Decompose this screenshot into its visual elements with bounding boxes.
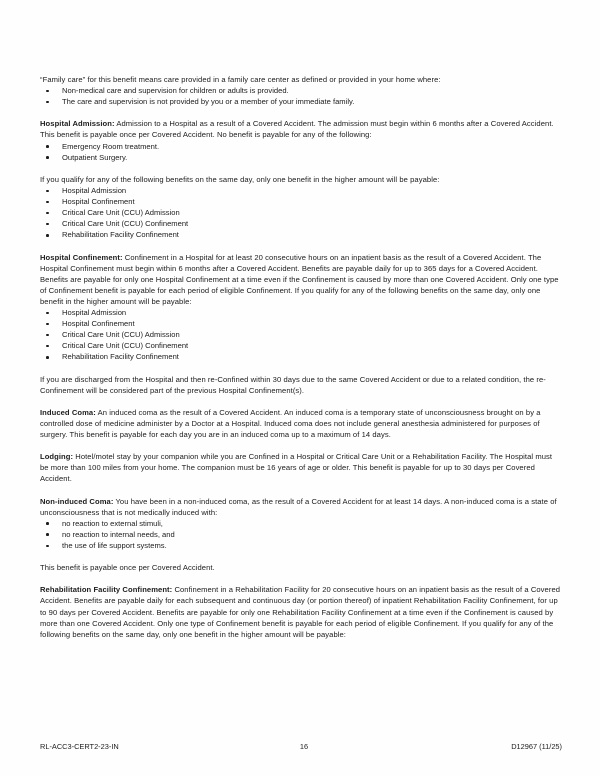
paragraph-induced-coma	[40, 407, 562, 440]
list-item-label: Hospital Confinement	[62, 319, 135, 329]
page-footer	[40, 742, 562, 751]
spacer	[40, 362, 562, 373]
paragraph-same-day-benefits-intro-1: If you qualify for any of the following benefits on the same day, only one benefit in the higher amount will be payable:	[40, 174, 440, 184]
list-item-label: the use of life support systems.	[62, 540, 167, 550]
bullet-dot-icon	[46, 312, 49, 315]
footer-page-number: 16	[299, 742, 309, 751]
bullet-dot-icon	[46, 156, 49, 159]
list-item-label: Critical Care Unit (CCU) Admission	[62, 330, 180, 340]
footer-doc-code: D12967 (11/25)	[511, 742, 562, 751]
spacer	[40, 163, 562, 174]
paragraph-induced-coma-text: An induced coma as the result of a Covered Accident. An induced coma is a temporary state of unconsciousness brought on by a controlled dose of medicine administer by a Doctor at a Hospital. Induced coma does not include general anesthesia administered for purposes of surgery. This benefit is payable for each day you are in an induced coma up to a maximum of 14 days.	[40, 407, 541, 439]
list-item	[40, 196, 562, 207]
list-item-label: Hospital Admission	[62, 185, 127, 195]
list-item-label: no reaction to internal needs, and	[62, 529, 175, 539]
document-body	[40, 74, 562, 640]
list-item-label: no reaction to external stimuli,	[62, 518, 163, 528]
paragraph-lodging	[40, 451, 562, 484]
paragraph-rehabilitation-facility-confinement-text: Confinement in a Rehabilitation Facility for 20 consecutive hours on an inpatient basis as the result of a Covered Accident. Benefits are payable daily for each subsequent and continuous day (or portion thereof) of inpatient Rehabilitation Facility Confinement, for up to 90 days per Covered Accident. Benefits are payable for only one Rehabilitation Facility Confinement at a time even if the Confinement is caused by more than one Covered Accident. Only one type of Confinement benefit is payable for each period of eligible Confinement. If you qualify for any of the following benefits on the same day, only one benefit in the higher amount will be payable:	[40, 585, 561, 639]
heading-hospital-admission: Hospital Admission:	[40, 119, 115, 129]
paragraph-hospital-confinement	[40, 252, 562, 307]
list-item-label: Outpatient Surgery.	[62, 152, 128, 162]
bullet-dot-icon	[46, 212, 49, 215]
paragraph-hospital-confinement-text: Confinement in a Hospital for at least 20 consecutive hours on an inpatient basis as the result of a Covered Accident. The Hospital Confinement must begin within 6 months after a Covered Accident. Benefits are payable daily for up to 365 days for a Covered Accident. Benefits are payable for only one Hospital Confinement at a time even if the Confinement is caused by more than one Covered Accident. Only one type of Confinement benefit is payable for each period of eligible Confinement. If you qualify for any of the following benefits on the same day, only one benefit in the higher amount will be payable:	[40, 252, 559, 306]
list-item	[40, 218, 562, 229]
spacer	[40, 551, 562, 562]
list-item	[40, 329, 562, 340]
list-item-label: Critical Care Unit (CCU) Admission	[62, 208, 180, 218]
bullet-dot-icon	[46, 223, 49, 226]
heading-induced-coma: Induced Coma:	[40, 407, 96, 417]
list-item	[40, 540, 562, 551]
bullet-dot-icon	[46, 345, 49, 348]
list-item-label: Emergency Room treatment.	[62, 141, 160, 151]
spacer	[40, 573, 562, 584]
bullet-dot-icon	[46, 190, 49, 193]
paragraph-hospital-admission-text: Admission to a Hospital as a result of a Covered Accident. The admission must begin within 6 months after a Covered Accident. This benefit is payable once per Covered Accident. No benefit is payable for any of the following:	[40, 119, 554, 140]
list-item-label: Hospital Confinement	[62, 197, 135, 207]
bullet-dot-icon	[46, 334, 49, 337]
heading-non-induced-coma: Non-induced Coma:	[40, 496, 114, 506]
paragraph-non-induced-coma-closing: This benefit is payable once per Covered Accident.	[40, 563, 215, 573]
spacer	[40, 107, 562, 118]
bullet-dot-icon	[46, 90, 49, 93]
list-same-day-benefits-1	[40, 185, 562, 240]
list-item	[40, 141, 562, 152]
list-item	[40, 185, 562, 196]
list-non-induced-coma-criteria	[40, 518, 562, 551]
list-same-day-benefits-2	[40, 307, 562, 362]
paragraph-rehabilitation-facility-confinement	[40, 584, 562, 639]
list-item	[40, 518, 562, 529]
heading-rehabilitation-facility-confinement: Rehabilitation Facility Confinement:	[40, 585, 173, 595]
list-item-label: The care and supervision is not provided by you or a member of your immediate family.	[62, 97, 355, 107]
spacer	[40, 240, 562, 251]
bullet-dot-icon	[46, 234, 49, 237]
paragraph-re-confinement: If you are discharged from the Hospital and then re-Confined within 30 days due to the same Covered Accident or due to a related condition, the re-Confinement will be considered part of the previous Hospital Confinement(s).	[40, 374, 546, 395]
heading-lodging: Lodging:	[40, 452, 74, 462]
list-item	[40, 85, 562, 96]
list-hospital-admission-exclusions	[40, 141, 562, 163]
paragraph-hospital-admission	[40, 118, 562, 140]
list-family-care-conditions	[40, 85, 562, 107]
heading-hospital-confinement: Hospital Confinement:	[40, 252, 123, 262]
paragraph-non-induced-coma-text: You have been in a non-induced coma, as the result of a Covered Accident for at least 14 days. A non-induced coma is a state of unconsciousness that is not medically induced with:	[40, 496, 557, 517]
spacer	[40, 440, 562, 451]
list-item	[40, 529, 562, 540]
list-item-label: Critical Care Unit (CCU) Confinement	[62, 341, 189, 351]
list-item	[40, 318, 562, 329]
bullet-dot-icon	[46, 522, 49, 525]
bullet-dot-icon	[46, 545, 49, 548]
bullet-dot-icon	[46, 145, 49, 148]
list-item	[40, 340, 562, 351]
list-item	[40, 307, 562, 318]
list-item-label: Non-medical care and supervision for children or adults is provided.	[62, 86, 289, 96]
list-item	[40, 229, 562, 240]
paragraph-non-induced-coma	[40, 496, 562, 518]
spacer	[40, 396, 562, 407]
list-item	[40, 207, 562, 218]
bullet-dot-icon	[46, 533, 49, 536]
list-item	[40, 152, 562, 163]
paragraph-lodging-text: Hotel/motel stay by your companion while you are Confined in a Hospital or Critical Care Unit or a Rehabilitation Facility. The Hospital must be more than 100 miles from your home. The companion must be 16 years of age or older. This benefit is payable for up to 30 days per Covered Accident.	[40, 452, 553, 484]
bullet-dot-icon	[46, 101, 49, 104]
list-item-label: Critical Care Unit (CCU) Confinement	[62, 219, 189, 229]
list-item-label: Rehabilitation Facility Confinement	[62, 352, 179, 362]
bullet-dot-icon	[46, 356, 49, 359]
list-item-label: Rehabilitation Facility Confinement	[62, 230, 179, 240]
list-item	[40, 351, 562, 362]
spacer	[40, 484, 562, 495]
paragraph-family-care-definition: “Family care” for this benefit means care provided in a family care center as defined or provided in your home where:	[40, 75, 441, 84]
footer-form-number: RL-ACC3-CERT2-23-IN	[40, 742, 119, 751]
list-item-label: Hospital Admission	[62, 307, 127, 317]
bullet-dot-icon	[46, 323, 49, 326]
list-item	[40, 96, 562, 107]
bullet-dot-icon	[46, 201, 49, 204]
